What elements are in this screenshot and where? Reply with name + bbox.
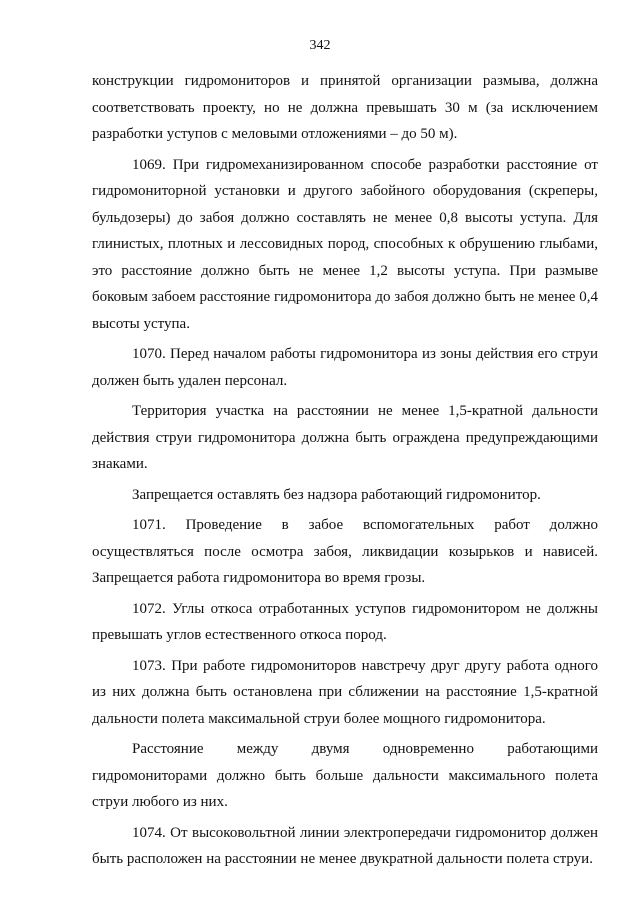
paragraph-1071: 1071. Проведение в забое вспомогательных работ должно осуществляться после осмотра забоя, ликвидации козырьков и нависей. Запрещается работа гидромонитора во время грозы. — [92, 517, 598, 586]
page-body — [92, 68, 598, 877]
paragraph-1073: 1073. При работе гидромониторов навстречу друг другу работа одного из них должна быть остановлена при сближении на расстояние 1,5-кратной дальности полета максимальной струи более мощного гидромонитора. — [92, 657, 598, 727]
paragraph-distance: Расстояние между двумя одновременно работающими гидромониторами должно быть больше дальности максимального полета струи любого из них. — [92, 741, 598, 810]
paragraph-1069: 1069. При гидромеханизированном способе разработки расстояние от гидромониторной установки и другого забойного оборудования (скреперы, бульдозеры) до забоя должно составлять не менее 0,8 высоты уступа. Для глинистых, плотных и лессовидных пород, способных к обрушению глыбами, это расстояние должно быть не менее 1,2 высоты уступа. При размыве боковым забоем расстояние гидромонитора до забоя должно быть не менее 0,4 высоты уступа. — [92, 156, 598, 332]
paragraph-1072: 1072. Углы откоса отработанных уступов гидромонитором не должны превышать углов естественного откоса пород. — [92, 600, 598, 643]
paragraph-1074: 1074. От высоковольтной линии электропередачи гидромонитор должен быть расположен на расстоянии не менее двукратной дальности полета струи. — [92, 824, 598, 867]
paragraph-continuation: конструкции гидромониторов и принятой организации размыва, должна соответствовать проекту, но не должна превышать 30 м (за исключением разработки уступов с меловыми отложениями – до 50 м). — [92, 73, 598, 142]
page-number: 342 — [309, 38, 331, 53]
paragraph-prohibition: Запрещается оставлять без надзора работающий гидромонитор. — [132, 486, 541, 503]
paragraph-territory: Территория участка на расстоянии не менее 1,5-кратной дальности действия струи гидромонитора должна быть ограждена предупреждающими знаками. — [92, 403, 598, 472]
paragraph-1070: 1070. Перед началом работы гидромонитора из зоны действия его струи должен быть удален персонал. — [92, 346, 598, 389]
